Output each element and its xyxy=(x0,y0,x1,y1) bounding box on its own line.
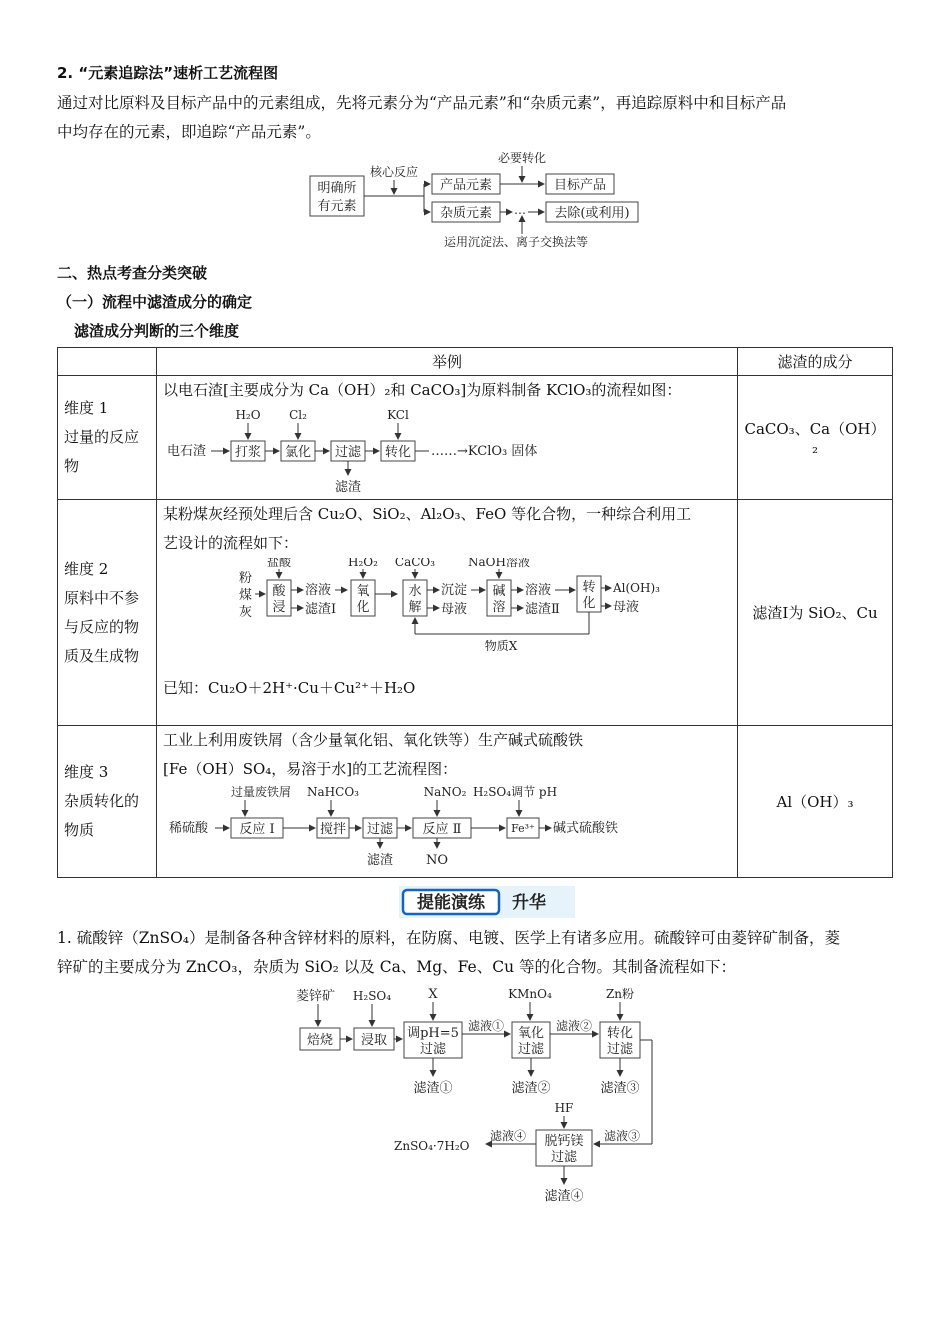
flow-solution: 滤液④ xyxy=(489,1129,527,1143)
flow-reagent: Cl₂ xyxy=(289,408,307,422)
table-caption: 滤渣成分判断的三个维度 xyxy=(74,322,240,340)
flow-step: 化 xyxy=(582,596,596,611)
flow-step: 脱钙镁 xyxy=(544,1134,584,1149)
example-cell-2 xyxy=(157,500,738,726)
flow-step: 溶 xyxy=(492,600,506,615)
flow-mother-liquor: 母液 xyxy=(613,600,640,615)
known-condition: 已知：Cu₂O＋2H⁺·Cu＋Cu²⁺＋H₂O xyxy=(163,679,416,697)
flow-reagent: CaCO₃ xyxy=(394,558,436,569)
dimension-desc: 物质 xyxy=(64,821,95,839)
flow-solution: 滤液③ xyxy=(603,1129,641,1143)
flow-reagent: NaNO₂ xyxy=(423,785,467,799)
flow-residue: 滤渣② xyxy=(511,1081,551,1096)
table-row xyxy=(58,376,893,500)
dimension-cell-3 xyxy=(58,726,157,878)
flow-input: 电石渣 xyxy=(167,444,207,459)
banner-label-left: 提能演练 xyxy=(417,893,485,913)
section-title-2: 2. “元素追踪法”速析工艺流程图 xyxy=(57,64,279,82)
flow-step: 过滤 xyxy=(419,1042,447,1057)
element-tracking-diagram xyxy=(300,148,650,252)
flow-reagent: 盐酸 xyxy=(266,558,292,569)
practice-banner xyxy=(399,886,575,918)
flow-step: 过滤 xyxy=(334,445,362,460)
flow-step: 打浆 xyxy=(234,445,262,460)
flow-step: Fe³⁺ xyxy=(511,822,535,835)
answer-cell-2: 滤渣Ⅰ为 SiO₂、Cu xyxy=(738,500,893,726)
flow-reagent: HF xyxy=(554,1101,574,1115)
dimension-cell-2 xyxy=(58,500,157,726)
dimension-table xyxy=(57,347,893,878)
dots-label: … xyxy=(514,203,526,217)
flow-reagent: H₂O xyxy=(235,408,261,422)
flow-residue: 滤渣 xyxy=(334,480,362,495)
table-header-row xyxy=(58,348,893,376)
product-element-label: 产品元素 xyxy=(439,178,493,193)
flow-reagent: X xyxy=(428,987,438,1002)
flow-step: 氧化 xyxy=(517,1026,545,1041)
flow-reagent: H₂SO₄ xyxy=(352,989,392,1003)
flow-reagent: KMnO₄ xyxy=(508,987,552,1001)
flow-step: 过滤 xyxy=(606,1042,634,1057)
flow-mother-liquor: 母液 xyxy=(441,602,468,617)
flow-output: Al(OH)₃ xyxy=(613,581,660,595)
flow-residue: 滤渣Ⅱ xyxy=(525,602,560,617)
dimension-label: 维度 1 xyxy=(64,399,109,417)
impurity-element-label: 杂质元素 xyxy=(439,206,493,221)
flow-input-ore: 菱锌矿 xyxy=(296,989,336,1004)
dimension-desc: 与反应的物 xyxy=(64,617,140,636)
flow-step: 氧 xyxy=(356,584,370,599)
example-text: [Fe（OH）SO₄，易溶于水]的工艺流程图： xyxy=(163,760,458,778)
flow-residue: 滤渣 xyxy=(366,853,394,868)
flow-step: 转 xyxy=(582,580,596,595)
flow-precipitate: 沉淀 xyxy=(441,583,468,598)
dimension-desc: 物 xyxy=(64,457,80,475)
flow-step: 氯化 xyxy=(284,445,312,460)
flow-diagram-3 xyxy=(163,784,663,872)
flow-solution: 滤液① xyxy=(467,1019,505,1033)
example-text: 某粉煤灰经预处理后含 Cu₂O、SiO₂、Al₂O₃、FeO 等化合物，一种综合利用工 xyxy=(163,505,692,523)
flow-substance-x: 物质X xyxy=(484,639,518,653)
flow-residue: 滤渣③ xyxy=(600,1081,640,1096)
problem-line-1: 1. 硫酸锌（ZnSO₄）是制备各种含锌材料的原料，在防腐、电镀、医学上有诸多应用。硫酸锌可由菱锌矿制备，菱 xyxy=(57,929,841,947)
flow-step: 反应 Ⅱ xyxy=(422,822,462,837)
example-cell-3 xyxy=(157,726,738,878)
flow-step: 过滤 xyxy=(366,822,394,837)
flow-step: 解 xyxy=(408,600,422,615)
header-cell-residue: 滤渣的成分 xyxy=(738,348,893,376)
flow-input: 灰 xyxy=(239,605,253,620)
example-text: 以电石渣[主要成分为 Ca（OH）₂和 CaCO₃]为原料制备 KClO₃的流程如图： xyxy=(163,381,682,399)
flow-step: 调pH=5 xyxy=(407,1026,459,1041)
dimension-desc: 过量的反应 xyxy=(64,428,140,446)
paragraph-line-1: 通过对比原料及目标产品中的元素组成，先将元素分为“产品元素”和“杂质元素”，再追踪原料中和目标产品 xyxy=(57,94,787,112)
flow-step: 转化 xyxy=(606,1026,634,1041)
flow-input: 稀硫酸 xyxy=(169,821,209,836)
flow-residue: 滤渣④ xyxy=(544,1189,584,1204)
flow-step: 过滤 xyxy=(517,1042,545,1057)
flow-residue: 滤渣① xyxy=(413,1081,453,1096)
flow-byproduct: NO xyxy=(425,853,449,868)
flow-solution: 溶液 xyxy=(305,583,332,598)
flow-diagram-1 xyxy=(163,405,583,495)
answer-cell-1: CaCO₃、Ca（OH）₂ xyxy=(738,376,893,500)
znso4-flow-diagram-main xyxy=(290,984,670,1206)
methods-label: 运用沉淀法、离子交换法等 xyxy=(443,235,589,249)
subsection-title: （一）流程中滤渣成分的确定 xyxy=(57,293,253,311)
flow-residue: 滤渣Ⅰ xyxy=(305,602,337,617)
dimension-label: 维度 3 xyxy=(64,763,109,781)
flow-reagent: KCl xyxy=(387,408,409,422)
flow-reagent: NaOH溶液 xyxy=(468,558,530,569)
start-label-1: 明确所 xyxy=(317,181,357,196)
dimension-desc: 质及生成物 xyxy=(64,646,140,665)
flow-step: 酸 xyxy=(272,584,286,599)
flow-reagent: NaHCO₃ xyxy=(307,785,359,799)
problem-line-2: 锌矿的主要成分为 ZnCO₃，杂质为 SiO₂ 以及 Ca、Mg、Fe、Cu 等的化合物。其制备流程如下： xyxy=(57,958,736,976)
necessary-transform-label: 必要转化 xyxy=(497,151,547,165)
flow-input: 粉 xyxy=(239,571,253,586)
flow-reagent: H₂O₂ xyxy=(348,558,378,569)
flow-step: 浸取 xyxy=(360,1033,388,1048)
flow-step: 转化 xyxy=(384,445,412,460)
flow-solution: 溶液 xyxy=(525,583,552,598)
flow-step: 碱 xyxy=(492,584,506,599)
flow-step: 水 xyxy=(408,584,422,599)
example-text: 工业上利用废铁屑（含少量氧化铝、氧化铁等）生产碱式硫酸铁 xyxy=(163,731,584,749)
flow-step: 搅拌 xyxy=(319,822,347,837)
header-cell-example: 举例 xyxy=(157,348,738,376)
answer-cell-3: Al（OH）₃ xyxy=(738,726,893,878)
flow-output: ……→KClO₃ 固体 xyxy=(431,444,538,459)
flow-input: 煤 xyxy=(239,588,253,603)
banner-label-right: 升华 xyxy=(512,893,546,913)
flow-step: 浸 xyxy=(272,600,286,615)
table-row xyxy=(58,500,893,726)
table-row xyxy=(58,726,893,878)
flow-diagram-2 xyxy=(163,558,663,666)
dimension-cell-1 xyxy=(58,376,157,500)
flow-step: 焙烧 xyxy=(306,1033,334,1048)
example-cell-1 xyxy=(157,376,738,500)
start-label-2: 有元素 xyxy=(317,199,357,214)
flow-solution: 滤液② xyxy=(555,1019,593,1033)
section-title: 二、热点考查分类突破 xyxy=(57,264,208,282)
dimension-label: 维度 2 xyxy=(64,559,109,578)
flow-product: ZnSO₄·7H₂O xyxy=(394,1139,470,1153)
flow-reagent: H₂SO₄调节 pH xyxy=(472,785,558,799)
dimension-desc: 杂质转化的 xyxy=(64,792,140,810)
example-text: 艺设计的流程如下： xyxy=(163,534,299,552)
flow-output: 碱式硫酸铁 xyxy=(553,821,619,836)
flow-reagent: Zn粉 xyxy=(605,987,635,1001)
target-product-label: 目标产品 xyxy=(553,178,607,193)
flow-step: 化 xyxy=(356,600,370,615)
paragraph-line-2: 中均存在的元素，即追踪“产品元素”。 xyxy=(57,123,321,141)
header-cell-empty xyxy=(58,348,157,376)
dimension-desc: 原料中不参 xyxy=(64,588,140,607)
flow-reagent: 过量废铁屑 xyxy=(230,785,292,799)
flow-step: 过滤 xyxy=(550,1150,578,1165)
remove-label: 去除(或利用) xyxy=(554,206,630,221)
flow-step: 反应 Ⅰ xyxy=(239,822,275,837)
core-reaction-label: 核心反应 xyxy=(369,165,419,179)
